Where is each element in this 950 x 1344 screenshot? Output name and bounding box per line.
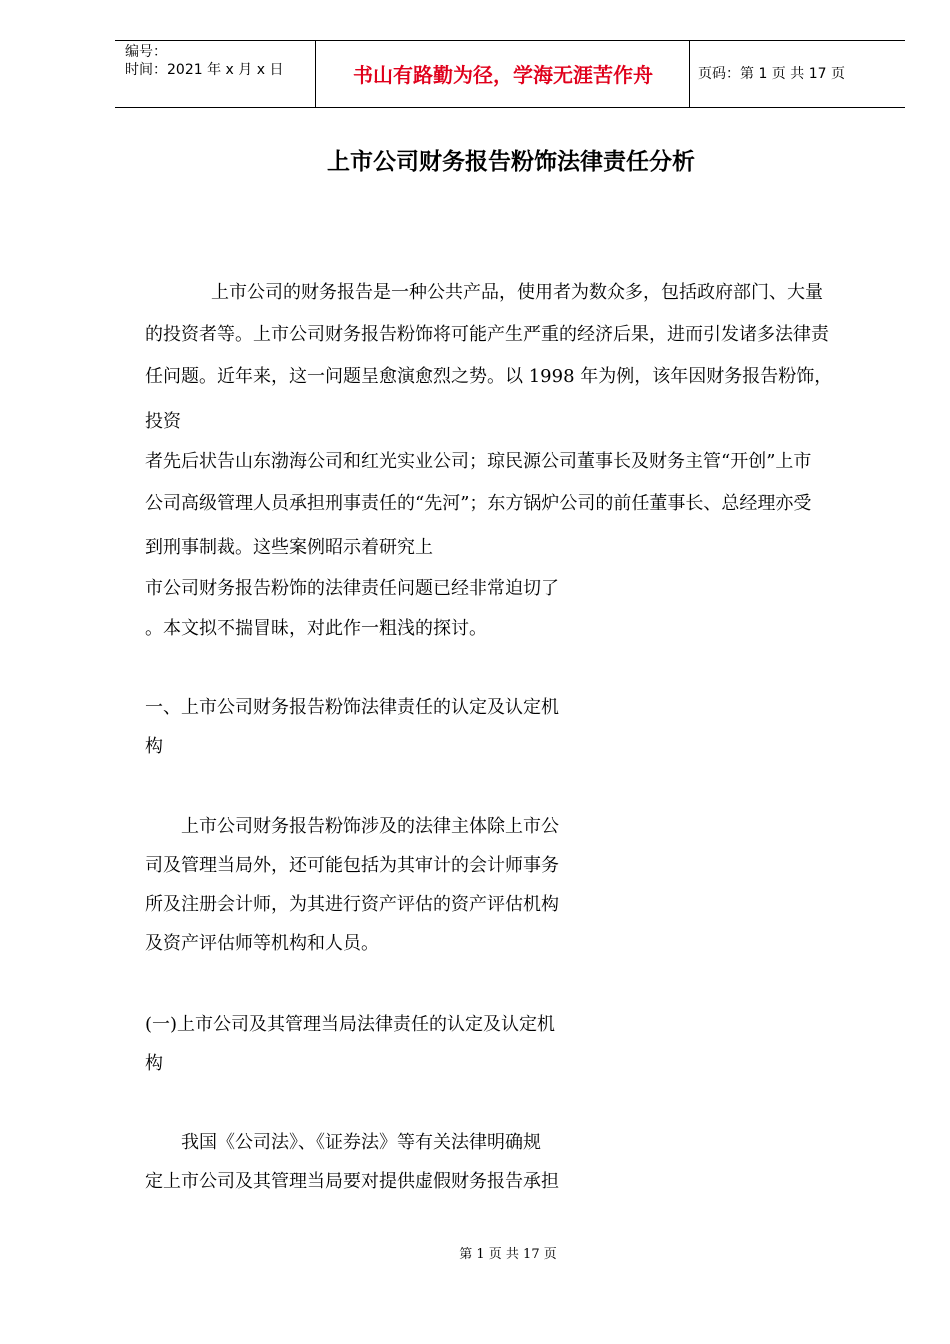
page-code: 页码：第 1 页 共 17 页 bbox=[698, 66, 845, 82]
subsection-heading: (一)上市公司及其管理当局法律责任的认定及认定机 bbox=[145, 1014, 556, 1035]
body-line: 定上市公司及其管理当局要对提供虚假财务报告承担 bbox=[145, 1171, 559, 1192]
body-line: 。本文拟不揣冒昧，对此作一粗浅的探讨。 bbox=[145, 618, 487, 639]
time-label: 时间：2021 年 x 月 x 日 bbox=[125, 62, 284, 78]
body-line: 司及管理当局外，还可能包括为其审计的会计师事务 bbox=[145, 855, 559, 876]
body-line: 的投资者等。上市公司财务报告粉饰将可能产生严重的经济后果，进而引发诸多法律责 bbox=[145, 324, 829, 345]
body-line: 上市公司财务报告粉饰涉及的法律主体除上市公 bbox=[181, 816, 559, 837]
body-line: 到刑事制裁。这些案例昭示着研究上 bbox=[145, 537, 433, 558]
body-line: 任问题。近年来，这一问题呈愈演愈烈之势。以 1998 年为例，该年因财务报告粉饰， bbox=[145, 366, 833, 387]
document-title: 上市公司财务报告粉饰法律责任分析 bbox=[327, 149, 695, 175]
body-line: 投资 bbox=[145, 411, 181, 432]
header-info-cell bbox=[115, 41, 316, 107]
subsection-heading-cont: 构 bbox=[145, 1053, 163, 1074]
body-line: 及资产评估师等机构和人员。 bbox=[145, 933, 379, 954]
header-motto-cell bbox=[316, 41, 690, 107]
body-line: 我国《公司法》、《证券法》等有关法律明确规 bbox=[181, 1132, 541, 1153]
body-line: 公司高级管理人员承担刑事责任的“先河”；东方锅炉公司的前任董事长、总经理亦受 bbox=[145, 493, 812, 514]
page-footer: 第 1 页 共 17 页 bbox=[459, 1247, 557, 1262]
motto-text: 书山有路勤为径，学海无涯苦作舟 bbox=[353, 63, 653, 87]
header-page-cell bbox=[690, 41, 905, 107]
section-heading-cont: 构 bbox=[145, 736, 163, 757]
section-heading: 一、上市公司财务报告粉饰法律责任的认定及认定机 bbox=[145, 697, 559, 718]
serial-label: 编号： bbox=[125, 44, 167, 60]
body-line: 市公司财务报告粉饰的法律责任问题已经非常迫切了 bbox=[145, 578, 559, 599]
body-line: 者先后状告山东渤海公司和红光实业公司；琼民源公司董事长及财务主管“开创”上市 bbox=[145, 451, 812, 472]
body-line: 所及注册会计师，为其进行资产评估的资产评估机构 bbox=[145, 894, 559, 915]
body-line: 上市公司的财务报告是一种公共产品，使用者为数众多，包括政府部门、大量 bbox=[211, 282, 823, 303]
page-header bbox=[115, 40, 905, 108]
